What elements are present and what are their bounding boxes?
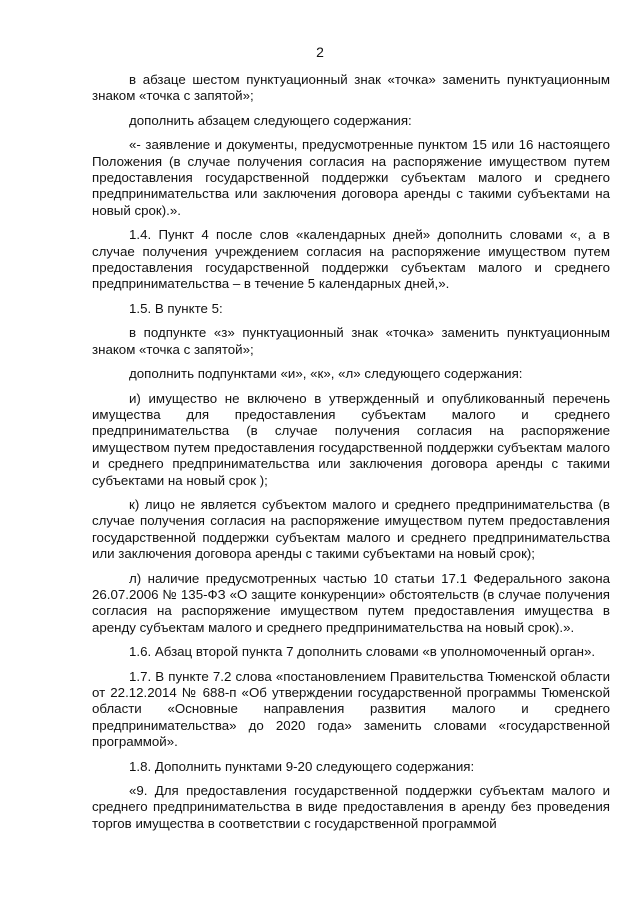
paragraph-6: в подпункте «з» пунктуационный знак «точка» заменить пунктуационным знаком «точка с запятой»; [92, 325, 610, 357]
paragraph-12: 1.7. В пункте 7.2 слова «постановлением Правительства Тюменской области от 22.12.2014 № 688-п «Об утверждении государственной программы Тюменской области «Основные направления развития малого и среднего предпринимательства» до 2020 года» заменить словами «государственной программой». [92, 668, 610, 750]
paragraph-14: «9. Для предоставления государственной поддержки субъектам малого и среднего предпринимательства в виде предоставления в аренду без проведения торгов имущества в соответствии с государственной программой [92, 783, 610, 831]
paragraph-10: л) наличие предусмотренных частью 10 статьи 17.1 Федерального закона 26.07.2006 № 135-ФЗ «О защите конкуренции» обстоятельств (в случае получения согласия на распоряжение имуществом путем предоставления имущества в аренду субъектам малого и среднего предпринимательства на новый срок).». [92, 570, 610, 635]
paragraph-3: «- заявление и документы, предусмотренные пунктом 15 или 16 настоящего Положения (в случае получения согласия на распоряжение имуществом путем предоставления государственной поддержки субъектам малого и среднего предпринимательства или заключения договора аренды с такими субъектами на новый срок).». [92, 137, 610, 218]
paragraph-4: 1.4. Пункт 4 после слов «календарных дней» дополнить словами «, а в случае получения учреждением согласия на распоряжение имуществом путем предоставления государственной поддержки субъектам малого и среднего предпринимательства – в течение 5 календарных дней,». [92, 227, 610, 292]
paragraph-13: 1.8. Дополнить пунктами 9-20 следующего содержания: [129, 758, 475, 774]
paragraph-1: в абзаце шестом пунктуационный знак «точка» заменить пунктуационным знаком «точка с запятой»; [92, 72, 610, 104]
paragraph-5: 1.5. В пункте 5: [129, 300, 223, 316]
paragraph-11: 1.6. Абзац второй пункта 7 дополнить словами «в уполномоченный орган». [129, 644, 596, 660]
paragraph-2: дополнить абзацем следующего содержания: [129, 112, 412, 128]
paragraph-9: к) лицо не является субъектом малого и среднего предпринимательства (в случае получения согласия на распоряжение имуществом путем предоставления государственной поддержки субъектам малого и среднего предпринимательства или заключения договора аренды с такими субъектами на новый срок); [92, 496, 610, 562]
page-number: 2 [316, 44, 324, 60]
document-body [92, 72, 610, 840]
paragraph-8: и) имущество не включено в утвержденный и опубликованный перечень имущества для предоставления субъектам малого и среднего предпринимательства (в случае получения согласия на распоряжение имуществом путем предоставления государственной поддержки субъектам малого и среднего предпринимательства или заключения договора аренды с такими субъектами на новый срок ); [92, 390, 610, 488]
paragraph-7: дополнить подпунктами «и», «к», «л» следующего содержания: [129, 366, 523, 382]
